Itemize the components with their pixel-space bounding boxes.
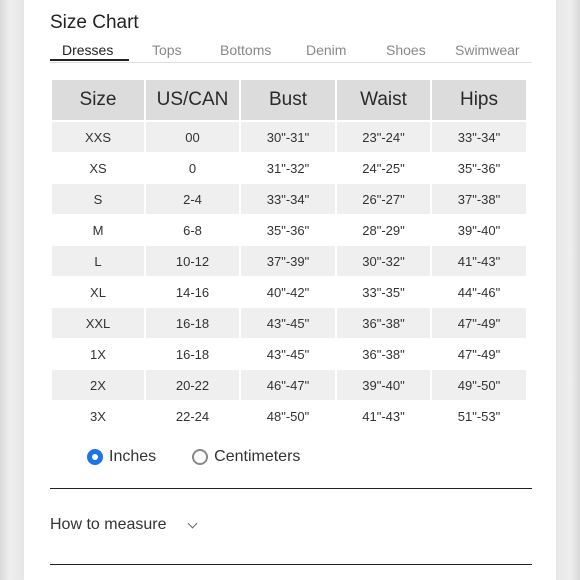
- table-cell: 47"-49": [432, 308, 526, 339]
- table-cell: S: [52, 184, 144, 215]
- table-cell: 37"-39": [241, 246, 335, 277]
- table-row: [52, 339, 526, 370]
- table-cell: 36"-38": [337, 308, 430, 339]
- column-header-waist: Waist: [337, 80, 430, 122]
- table-cell: 26"-27": [337, 184, 430, 215]
- divider-bottom: [50, 564, 532, 565]
- table-cell: 0: [146, 153, 239, 184]
- divider-top: [50, 488, 532, 489]
- tab-denim[interactable]: Denim: [306, 42, 347, 58]
- table-cell: 41"-43": [432, 246, 526, 277]
- table-cell: 33"-34": [432, 122, 526, 153]
- table-cell: 44"-46": [432, 277, 526, 308]
- unit-selector: [87, 444, 300, 470]
- table-cell: XXS: [52, 122, 144, 153]
- table-cell: 20-22: [146, 370, 239, 401]
- table-cell: 16-18: [146, 308, 239, 339]
- table-cell: 23"-24": [337, 122, 430, 153]
- tab-bottoms[interactable]: Bottoms: [220, 42, 272, 58]
- table-cell: 51"-53": [432, 401, 526, 432]
- table-cell: L: [52, 246, 144, 277]
- chevron-down-icon: [187, 518, 197, 528]
- column-header-hips: Hips: [432, 80, 526, 122]
- table-cell: 30"-31": [241, 122, 335, 153]
- unit-option-inches[interactable]: [87, 448, 156, 466]
- table-cell: 43"-45": [241, 339, 335, 370]
- table-cell: 31"-32": [241, 153, 335, 184]
- table-row: [52, 370, 526, 401]
- tab-tops[interactable]: Tops: [152, 42, 182, 58]
- table-cell: 14-16: [146, 277, 239, 308]
- table-cell: 2-4: [146, 184, 239, 215]
- column-header-us-can: US/CAN: [146, 80, 239, 122]
- table-cell: XS: [52, 153, 144, 184]
- table-cell: 46"-47": [241, 370, 335, 401]
- table-row: [52, 246, 526, 277]
- right-edge-shadow: [556, 0, 580, 580]
- table-cell: 39"-40": [432, 215, 526, 246]
- table-cell: 22-24: [146, 401, 239, 432]
- unit-label-centimeters: Centimeters: [214, 448, 301, 465]
- table-cell: 24"-25": [337, 153, 430, 184]
- table-header-row: [52, 80, 526, 122]
- column-header-size: Size: [52, 80, 144, 122]
- table-row: [52, 401, 526, 432]
- active-tab-indicator: [50, 59, 129, 61]
- table-cell: 39"-40": [337, 370, 430, 401]
- table-cell: 3X: [52, 401, 144, 432]
- table-row: [52, 153, 526, 184]
- radio-selected-icon[interactable]: [87, 449, 103, 465]
- radio-unselected-icon[interactable]: [192, 449, 208, 465]
- table-cell: 10-12: [146, 246, 239, 277]
- category-tabs: [50, 40, 532, 63]
- table-cell: 49"-50": [432, 370, 526, 401]
- table-row: [52, 184, 526, 215]
- table-cell: 2X: [52, 370, 144, 401]
- column-header-bust: Bust: [241, 80, 335, 122]
- table-row: [52, 277, 526, 308]
- table-cell: 36"-38": [337, 339, 430, 370]
- table-row: [52, 122, 526, 153]
- table-cell: 33"-34": [241, 184, 335, 215]
- how-to-measure-toggle[interactable]: [50, 516, 196, 534]
- table-cell: XXL: [52, 308, 144, 339]
- table-cell: 35"-36": [241, 215, 335, 246]
- table-cell: 48"-50": [241, 401, 335, 432]
- unit-label-inches: Inches: [109, 448, 157, 465]
- table-cell: 30"-32": [337, 246, 430, 277]
- size-chart-table: [50, 80, 528, 432]
- table-cell: 1X: [52, 339, 144, 370]
- tab-dresses[interactable]: Dresses: [62, 42, 114, 58]
- table-cell: 6-8: [146, 215, 239, 246]
- tab-shoes[interactable]: Shoes: [386, 42, 426, 58]
- table-cell: 28"-29": [337, 215, 430, 246]
- table-cell: 40"-42": [241, 277, 335, 308]
- left-edge-shadow: [0, 0, 24, 580]
- how-to-measure-label: How to measure: [50, 516, 167, 533]
- table-cell: 43"-45": [241, 308, 335, 339]
- table-cell: 41"-43": [337, 401, 430, 432]
- unit-option-centimeters[interactable]: [192, 448, 300, 466]
- table-cell: M: [52, 215, 144, 246]
- table-row: [52, 308, 526, 339]
- tab-swimwear[interactable]: Swimwear: [455, 42, 520, 58]
- table-cell: 33"-35": [337, 277, 430, 308]
- table-cell: 16-18: [146, 339, 239, 370]
- table-cell: XL: [52, 277, 144, 308]
- table-cell: 00: [146, 122, 239, 153]
- table-cell: 35"-36": [432, 153, 526, 184]
- table-row: [52, 215, 526, 246]
- table-cell: 37"-38": [432, 184, 526, 215]
- table-cell: 47"-49": [432, 339, 526, 370]
- page-title: Size Chart: [50, 12, 139, 33]
